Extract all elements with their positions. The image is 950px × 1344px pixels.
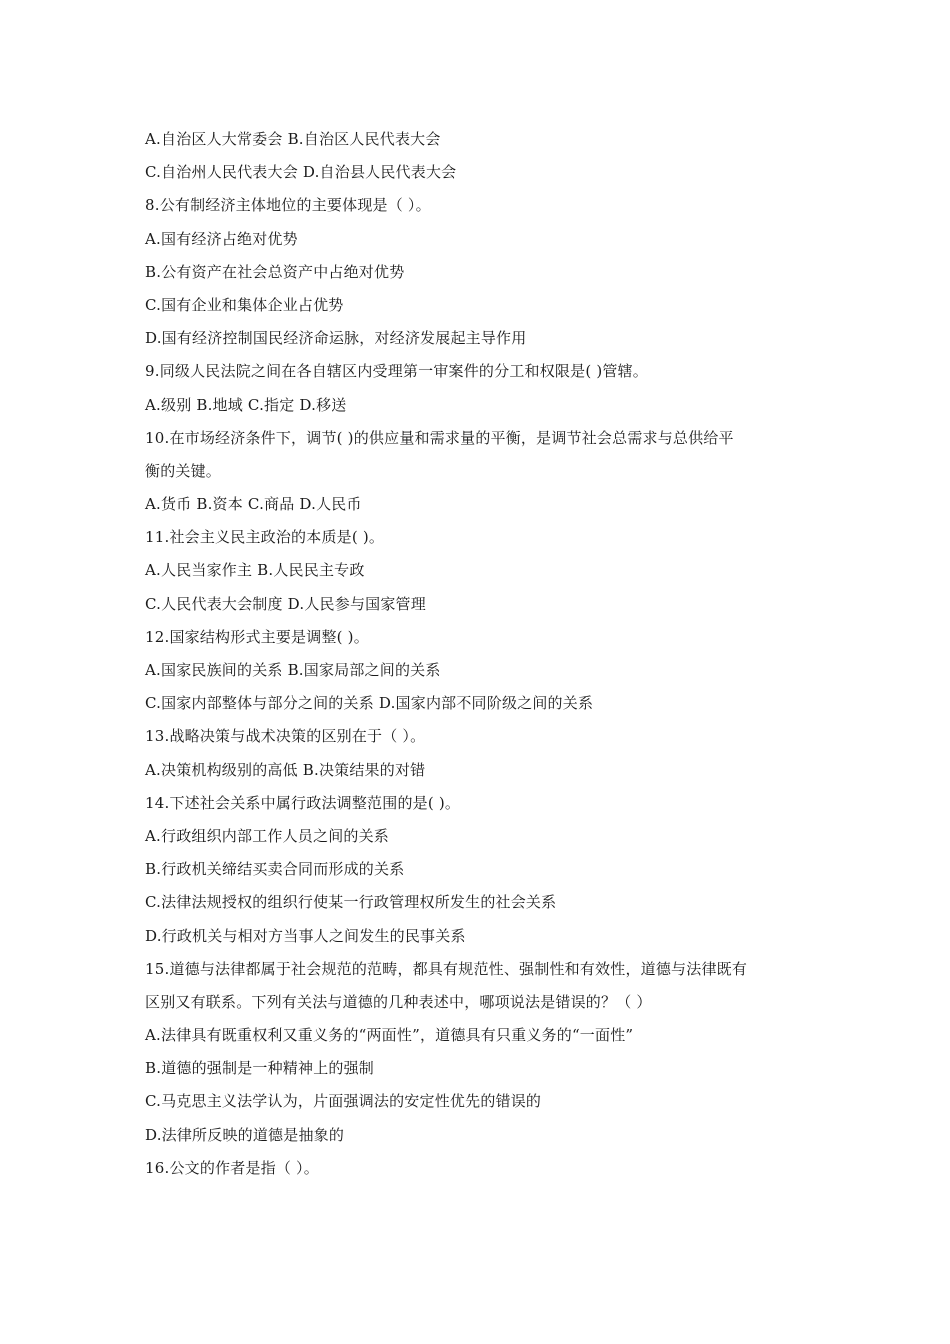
text-line: C.自治州人民代表大会 D.自治县人民代表大会 [145, 163, 457, 182]
question-10: 10.在市场经济条件下，调节( )的供应量和需求量的平衡，是调节社会总需求与总供给平 [145, 428, 734, 447]
question-9: 9.同级人民法院之间在各自辖区内受理第一审案件的分工和权限是( )管辖。 [145, 362, 648, 381]
question-16: 16.公文的作者是指（ ）。 [145, 1158, 319, 1177]
option-line: D.法律所反映的道德是抽象的 [145, 1125, 345, 1144]
option-line: C.马克思主义法学认为，片面强调法的安定性优先的错误的 [145, 1092, 542, 1111]
option-line: A.决策机构级别的高低 B.决策结果的对错 [145, 760, 426, 779]
option-line: D.行政机关与相对方当事人之间发生的民事关系 [145, 926, 466, 945]
question-15: 15.道德与法律都属于社会规范的范畴，都具有规范性、强制性和有效性，道德与法律既有 [145, 959, 748, 978]
option-line: B.公有资产在社会总资产中占绝对优势 [145, 262, 405, 281]
option-line: A.国有经济占绝对优势 [145, 229, 298, 248]
question-11: 11.社会主义民主政治的本质是( )。 [145, 528, 385, 547]
option-line: C.国家内部整体与部分之间的关系 D.国家内部不同阶级之间的关系 [145, 694, 594, 713]
option-line: D.国有经济控制国民经济命运脉，对经济发展起主导作用 [145, 329, 527, 348]
question-12: 12.国家结构形式主要是调整( )。 [145, 627, 369, 646]
question-13: 13.战略决策与战术决策的区别在于（ ）。 [145, 727, 426, 746]
option-line: B.行政机关缔结买卖合同而形成的关系 [145, 860, 405, 879]
option-line: B.道德的强制是一种精神上的强制 [145, 1059, 374, 1078]
option-line: C.法律法规授权的组织行使某一行政管理权所发生的社会关系 [145, 893, 557, 912]
question-8: 8.公有制经济主体地位的主要体现是（ ）。 [145, 196, 431, 215]
question-text-block [145, 123, 813, 1185]
option-line: C.人民代表大会制度 D.人民参与国家管理 [145, 594, 426, 613]
option-line: A.人民当家作主 B.人民民主专政 [145, 561, 365, 580]
option-line: A.货币 B.资本 C.商品 D.人民币 [145, 495, 362, 514]
question-14: 14.下述社会关系中属行政法调整范围的是( )。 [145, 793, 461, 812]
question-15-continued: 区别又有联系。下列有关法与道德的几种表述中，哪项说法是错误的？（ ） [145, 992, 652, 1011]
text-line: A.自治区人大常委会 B.自治区人民代表大会 [145, 130, 441, 148]
option-line: A.级别 B.地域 C.指定 D.移送 [145, 395, 347, 414]
question-10-continued: 衡的关键。 [145, 461, 222, 480]
option-line: C.国有企业和集体企业占优势 [145, 295, 344, 314]
option-line: A.国家民族间的关系 B.国家局部之间的关系 [145, 661, 441, 679]
option-line: A.行政组织内部工作人员之间的关系 [145, 826, 390, 845]
option-line: A.法律具有既重权利又重义务的“两面性”，道德具有只重义务的“一面性” [145, 1026, 634, 1045]
